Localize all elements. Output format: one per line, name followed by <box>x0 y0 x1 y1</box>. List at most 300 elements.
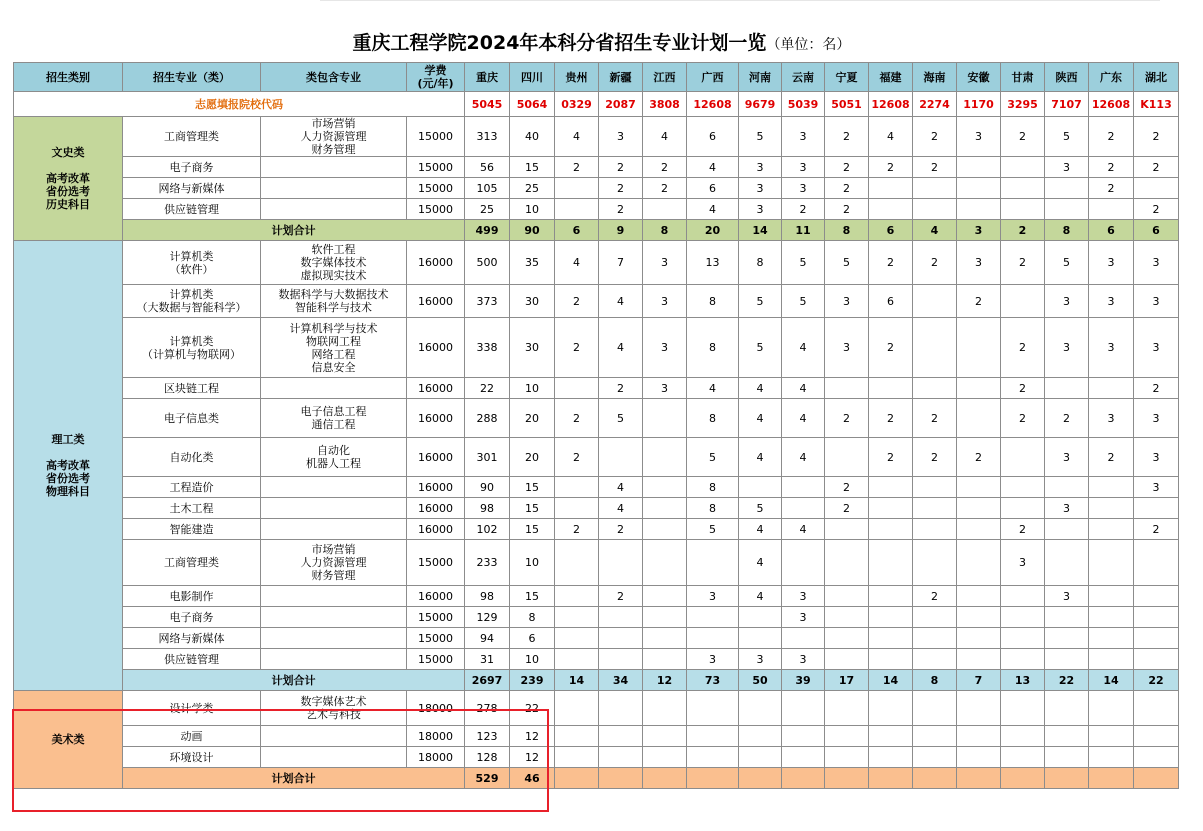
subtotal-cell <box>869 768 913 789</box>
quota-cell: 40 <box>510 117 555 157</box>
major-name: 环境设计 <box>123 747 261 768</box>
quota-cell <box>599 649 643 670</box>
subtotal-cell <box>1001 768 1045 789</box>
quota-cell <box>913 477 957 498</box>
quota-cell <box>869 691 913 726</box>
quota-cell <box>1089 540 1134 586</box>
tuition-fee: 15000 <box>407 649 465 670</box>
included-majors <box>261 378 407 399</box>
quota-cell <box>825 691 869 726</box>
quota-cell: 2 <box>913 586 957 607</box>
subtotal-row <box>14 768 1179 789</box>
column-header: 招生类别 <box>14 63 123 92</box>
quota-cell: 2 <box>825 178 869 199</box>
quota-cell: 3 <box>687 649 739 670</box>
quota-cell: 94 <box>465 628 510 649</box>
column-header: 学费 (元/年) <box>407 63 465 92</box>
quota-cell: 4 <box>687 378 739 399</box>
quota-cell <box>913 691 957 726</box>
subtotal-cell: 499 <box>465 220 510 241</box>
quota-cell: 2 <box>825 199 869 220</box>
quota-cell <box>782 726 825 747</box>
column-header: 宁夏 <box>825 63 869 92</box>
quota-cell: 15 <box>510 157 555 178</box>
subtotal-cell <box>687 768 739 789</box>
school-code-cell: 1170 <box>957 92 1001 117</box>
quota-cell: 3 <box>1045 318 1089 378</box>
quota-cell: 4 <box>739 519 782 540</box>
quota-cell: 2 <box>1089 157 1134 178</box>
quota-cell <box>782 540 825 586</box>
column-header: 招生专业（类） <box>123 63 261 92</box>
table-row <box>14 726 1179 747</box>
subtotal-cell: 8 <box>1045 220 1089 241</box>
column-header: 广西 <box>687 63 739 92</box>
tuition-fee: 15000 <box>407 628 465 649</box>
included-majors: 电子信息工程 通信工程 <box>261 399 407 438</box>
quota-cell <box>1045 747 1089 768</box>
quota-cell <box>1045 726 1089 747</box>
quota-cell: 2 <box>825 399 869 438</box>
quota-cell: 3 <box>643 241 687 285</box>
quota-cell <box>869 607 913 628</box>
quota-cell <box>913 540 957 586</box>
quota-cell <box>1089 691 1134 726</box>
subtotal-cell <box>599 768 643 789</box>
quota-cell <box>1001 285 1045 318</box>
quota-cell <box>869 199 913 220</box>
quota-cell: 2 <box>869 438 913 477</box>
quota-cell <box>1089 477 1134 498</box>
major-name: 智能建造 <box>123 519 261 540</box>
quota-cell: 3 <box>1134 438 1179 477</box>
quota-cell <box>825 519 869 540</box>
tuition-fee: 15000 <box>407 607 465 628</box>
quota-cell <box>957 199 1001 220</box>
tuition-fee: 16000 <box>407 586 465 607</box>
subtotal-cell: 14 <box>1089 670 1134 691</box>
school-code-row <box>14 92 1179 117</box>
quota-cell: 4 <box>869 117 913 157</box>
quota-cell <box>913 747 957 768</box>
quota-cell: 2 <box>599 586 643 607</box>
subtotal-cell: 2697 <box>465 670 510 691</box>
table-row <box>14 318 1179 378</box>
quota-cell: 5 <box>687 438 739 477</box>
table-row <box>14 586 1179 607</box>
quota-cell: 2 <box>599 199 643 220</box>
quota-cell: 4 <box>739 540 782 586</box>
quota-cell: 5 <box>739 498 782 519</box>
quota-cell: 8 <box>687 399 739 438</box>
tuition-fee: 15000 <box>407 178 465 199</box>
included-majors <box>261 178 407 199</box>
table-row <box>14 399 1179 438</box>
tuition-fee: 15000 <box>407 117 465 157</box>
quota-cell: 2 <box>1001 117 1045 157</box>
quota-cell <box>1134 628 1179 649</box>
quota-cell <box>1045 628 1089 649</box>
quota-cell: 12 <box>510 726 555 747</box>
quota-cell: 6 <box>687 117 739 157</box>
subtotal-cell: 20 <box>687 220 739 241</box>
quota-cell: 3 <box>782 607 825 628</box>
quota-cell <box>643 607 687 628</box>
quota-cell: 2 <box>1001 241 1045 285</box>
subtotal-cell: 50 <box>739 670 782 691</box>
table-row <box>14 477 1179 498</box>
quota-cell: 2 <box>1089 117 1134 157</box>
major-name: 计算机类 （大数据与智能科学） <box>123 285 261 318</box>
quota-cell: 15 <box>510 519 555 540</box>
quota-cell <box>957 747 1001 768</box>
quota-cell: 8 <box>687 318 739 378</box>
quota-cell <box>1134 498 1179 519</box>
quota-cell: 3 <box>782 586 825 607</box>
quota-cell: 2 <box>1089 178 1134 199</box>
column-header: 类包含专业 <box>261 63 407 92</box>
quota-cell: 338 <box>465 318 510 378</box>
quota-cell <box>643 199 687 220</box>
quota-cell <box>687 747 739 768</box>
major-name: 供应链管理 <box>123 649 261 670</box>
quota-cell <box>687 628 739 649</box>
quota-cell: 2 <box>1001 378 1045 399</box>
included-majors: 市场营销 人力资源管理 财务管理 <box>261 540 407 586</box>
quota-cell <box>599 628 643 649</box>
quota-cell: 15 <box>510 477 555 498</box>
quota-cell: 3 <box>1134 241 1179 285</box>
subtotal-cell <box>1134 768 1179 789</box>
quota-cell: 3 <box>957 241 1001 285</box>
quota-cell <box>1134 691 1179 726</box>
school-code-label: 志愿填报院校代码 <box>14 92 465 117</box>
quota-cell <box>643 628 687 649</box>
subtotal-cell: 13 <box>1001 670 1045 691</box>
column-header: 新疆 <box>599 63 643 92</box>
included-majors <box>261 199 407 220</box>
quota-cell: 4 <box>599 477 643 498</box>
quota-cell: 2 <box>1134 157 1179 178</box>
school-code-cell: 5045 <box>465 92 510 117</box>
quota-cell: 3 <box>1045 498 1089 519</box>
table-row <box>14 747 1179 768</box>
quota-cell <box>1089 199 1134 220</box>
quota-cell <box>869 477 913 498</box>
quota-cell: 3 <box>1134 399 1179 438</box>
quota-cell <box>957 540 1001 586</box>
column-header: 河南 <box>739 63 782 92</box>
subtotal-cell: 8 <box>825 220 869 241</box>
quota-cell: 10 <box>510 649 555 670</box>
quota-cell: 2 <box>555 157 599 178</box>
quota-cell: 2 <box>599 519 643 540</box>
subtotal-cell: 12 <box>643 670 687 691</box>
quota-cell <box>957 628 1001 649</box>
quota-cell <box>555 477 599 498</box>
quota-cell <box>1045 649 1089 670</box>
quota-cell <box>1089 649 1134 670</box>
tuition-fee: 18000 <box>407 747 465 768</box>
quota-cell: 30 <box>510 318 555 378</box>
subtotal-cell: 6 <box>869 220 913 241</box>
major-name: 电子信息类 <box>123 399 261 438</box>
quota-cell <box>643 438 687 477</box>
quota-cell <box>825 726 869 747</box>
quota-cell <box>643 691 687 726</box>
quota-cell <box>957 726 1001 747</box>
major-name: 供应链管理 <box>123 199 261 220</box>
quota-cell: 2 <box>555 399 599 438</box>
subtotal-cell <box>739 768 782 789</box>
quota-cell: 2 <box>1001 519 1045 540</box>
quota-cell: 4 <box>687 199 739 220</box>
major-name: 区块链工程 <box>123 378 261 399</box>
quota-cell: 4 <box>643 117 687 157</box>
quota-cell: 2 <box>599 178 643 199</box>
quota-cell <box>1089 498 1134 519</box>
quota-cell <box>869 726 913 747</box>
table-row <box>14 438 1179 477</box>
quota-cell <box>1134 726 1179 747</box>
included-majors <box>261 747 407 768</box>
quota-cell <box>1001 649 1045 670</box>
quota-cell: 3 <box>1045 586 1089 607</box>
quota-cell: 2 <box>913 241 957 285</box>
quota-cell: 10 <box>510 378 555 399</box>
quota-cell: 6 <box>510 628 555 649</box>
quota-cell <box>825 628 869 649</box>
quota-cell: 2 <box>869 318 913 378</box>
subtotal-cell: 39 <box>782 670 825 691</box>
major-name: 网络与新媒体 <box>123 178 261 199</box>
quota-cell: 2 <box>1045 399 1089 438</box>
quota-cell <box>1001 586 1045 607</box>
quota-cell <box>957 586 1001 607</box>
school-code-cell: 5064 <box>510 92 555 117</box>
quota-cell <box>555 691 599 726</box>
quota-cell: 373 <box>465 285 510 318</box>
quota-cell: 2 <box>869 241 913 285</box>
subtotal-cell <box>1089 768 1134 789</box>
quota-cell: 3 <box>1089 241 1134 285</box>
quota-cell <box>913 628 957 649</box>
included-majors <box>261 519 407 540</box>
quota-cell <box>1134 649 1179 670</box>
quota-cell <box>1045 477 1089 498</box>
quota-cell: 8 <box>739 241 782 285</box>
quota-cell <box>913 318 957 378</box>
quota-cell: 2 <box>782 199 825 220</box>
quota-cell <box>957 477 1001 498</box>
quota-cell <box>1045 607 1089 628</box>
quota-cell: 233 <box>465 540 510 586</box>
quota-cell <box>957 649 1001 670</box>
quota-cell: 3 <box>599 117 643 157</box>
quota-cell: 5 <box>782 285 825 318</box>
quota-cell: 4 <box>782 318 825 378</box>
quota-cell <box>1089 378 1134 399</box>
subtotal-cell: 14 <box>739 220 782 241</box>
quota-cell: 3 <box>1089 285 1134 318</box>
quota-cell: 2 <box>957 285 1001 318</box>
quota-cell <box>555 628 599 649</box>
school-code-cell: 12608 <box>869 92 913 117</box>
quota-cell <box>599 691 643 726</box>
quota-cell <box>957 519 1001 540</box>
quota-cell <box>1089 726 1134 747</box>
quota-cell: 5 <box>1045 117 1089 157</box>
quota-cell <box>869 540 913 586</box>
quota-cell: 288 <box>465 399 510 438</box>
subtotal-cell: 2 <box>1001 220 1045 241</box>
subtotal-cell <box>913 768 957 789</box>
quota-cell: 8 <box>510 607 555 628</box>
quota-cell <box>1045 378 1089 399</box>
quota-cell: 5 <box>599 399 643 438</box>
quota-cell: 2 <box>1001 318 1045 378</box>
quota-cell <box>957 378 1001 399</box>
table-row <box>14 157 1179 178</box>
subtotal-cell: 11 <box>782 220 825 241</box>
quota-cell: 2 <box>825 117 869 157</box>
subtotal-cell <box>643 768 687 789</box>
quota-cell <box>1045 199 1089 220</box>
quota-cell <box>643 747 687 768</box>
quota-cell: 4 <box>739 438 782 477</box>
included-majors <box>261 649 407 670</box>
school-code-cell: 12608 <box>687 92 739 117</box>
quota-cell: 3 <box>687 586 739 607</box>
quota-cell: 2 <box>913 438 957 477</box>
table-row <box>14 285 1179 318</box>
quota-cell <box>1045 178 1089 199</box>
column-header: 重庆 <box>465 63 510 92</box>
quota-cell <box>1001 726 1045 747</box>
table-row <box>14 540 1179 586</box>
subtotal-label: 计划合计 <box>123 220 465 241</box>
quota-cell: 500 <box>465 241 510 285</box>
quota-cell <box>555 649 599 670</box>
quota-cell <box>957 318 1001 378</box>
column-header: 福建 <box>869 63 913 92</box>
quota-cell <box>957 178 1001 199</box>
quota-cell: 102 <box>465 519 510 540</box>
major-name: 工程造价 <box>123 477 261 498</box>
quota-cell: 5 <box>687 519 739 540</box>
quota-cell <box>643 649 687 670</box>
quota-cell: 2 <box>599 157 643 178</box>
subtotal-cell <box>555 768 599 789</box>
quota-cell <box>825 586 869 607</box>
quota-cell <box>1089 607 1134 628</box>
included-majors <box>261 726 407 747</box>
major-name: 电影制作 <box>123 586 261 607</box>
quota-cell: 3 <box>782 117 825 157</box>
quota-cell <box>825 607 869 628</box>
column-header: 安徽 <box>957 63 1001 92</box>
quota-cell <box>913 649 957 670</box>
quota-cell <box>869 649 913 670</box>
quota-cell: 22 <box>465 378 510 399</box>
table-row <box>14 628 1179 649</box>
quota-cell <box>1134 586 1179 607</box>
subtotal-cell: 8 <box>643 220 687 241</box>
table-row <box>14 607 1179 628</box>
quota-cell <box>687 607 739 628</box>
quota-cell: 7 <box>599 241 643 285</box>
school-code-cell: 5039 <box>782 92 825 117</box>
subtotal-cell: 14 <box>869 670 913 691</box>
quota-cell <box>687 691 739 726</box>
quota-cell <box>782 747 825 768</box>
quota-cell <box>825 378 869 399</box>
quota-cell: 5 <box>825 241 869 285</box>
quota-cell: 30 <box>510 285 555 318</box>
quota-cell <box>555 378 599 399</box>
quota-cell: 22 <box>510 691 555 726</box>
quota-cell: 15 <box>510 586 555 607</box>
table-row <box>14 519 1179 540</box>
quota-cell: 2 <box>1089 438 1134 477</box>
quota-cell: 3 <box>1045 438 1089 477</box>
quota-cell <box>739 628 782 649</box>
quota-cell <box>1001 438 1045 477</box>
quota-cell <box>1001 498 1045 519</box>
subtotal-cell: 34 <box>599 670 643 691</box>
quota-cell <box>1001 747 1045 768</box>
quota-cell: 123 <box>465 726 510 747</box>
subtotal-cell: 9 <box>599 220 643 241</box>
quota-cell: 3 <box>643 285 687 318</box>
quota-cell: 2 <box>869 399 913 438</box>
included-majors: 市场营销 人力资源管理 财务管理 <box>261 117 407 157</box>
quota-cell <box>1134 540 1179 586</box>
tuition-fee: 16000 <box>407 519 465 540</box>
quota-cell <box>1001 199 1045 220</box>
included-majors: 计算机科学与技术 物联网工程 网络工程 信息安全 <box>261 318 407 378</box>
included-majors: 自动化 机器人工程 <box>261 438 407 477</box>
quota-cell <box>957 399 1001 438</box>
tuition-fee: 18000 <box>407 726 465 747</box>
major-name: 网络与新媒体 <box>123 628 261 649</box>
title-text: 重庆工程学院2024年本科分省招生专业计划一览 <box>352 32 767 54</box>
quota-cell: 301 <box>465 438 510 477</box>
subtotal-cell: 239 <box>510 670 555 691</box>
quota-cell <box>555 726 599 747</box>
quota-cell: 3 <box>1045 285 1089 318</box>
tuition-fee: 15000 <box>407 540 465 586</box>
quota-cell: 3 <box>957 117 1001 157</box>
quota-cell <box>599 747 643 768</box>
quota-cell <box>687 726 739 747</box>
quota-cell: 20 <box>510 399 555 438</box>
quota-cell <box>1134 178 1179 199</box>
quota-cell <box>1001 691 1045 726</box>
quota-cell: 2 <box>825 498 869 519</box>
quota-cell: 3 <box>739 199 782 220</box>
top-divider-line <box>320 0 1160 1</box>
quota-cell <box>1045 540 1089 586</box>
quota-cell <box>782 498 825 519</box>
subtotal-cell: 73 <box>687 670 739 691</box>
included-majors <box>261 498 407 519</box>
major-name: 动画 <box>123 726 261 747</box>
quota-cell <box>1089 628 1134 649</box>
quota-cell <box>599 438 643 477</box>
quota-cell: 2 <box>1134 378 1179 399</box>
subtotal-cell: 4 <box>913 220 957 241</box>
